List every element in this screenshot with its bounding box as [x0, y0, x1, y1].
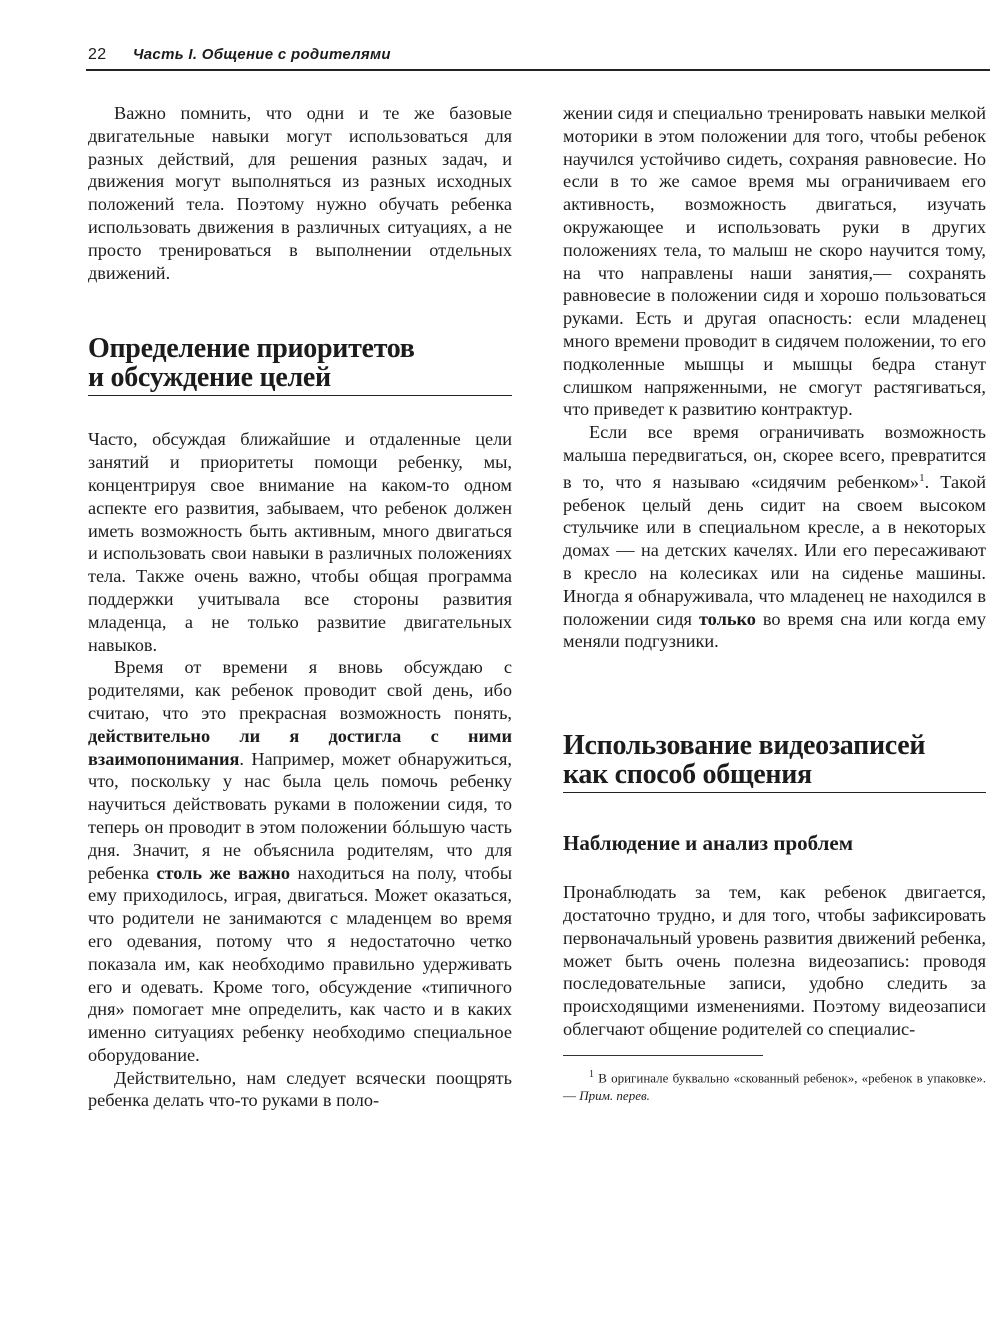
emphasis-only: только [698, 608, 756, 629]
footnote-translator-note: Прим. перев. [579, 1088, 650, 1104]
paragraph-daily-routine: Время от времени я вновь обсуждаю с родителями, как ребенок проводит свой день, ибо считаю, что это прекрасная возможность понять, действительно ли я достигла с ними взаимопонимания. Например, может обнаружиться, что, поскольку у нас была цель помочь ребенку научиться действовать руками в положении сидя, то теперь он проводит в этом положении бóльшую часть дня. Значит, я не объяснила родителям, что для ребенка столь же важно находиться на полу, чтобы ему приходилось, играя, двигаться. Может оказаться, что родители не занимаются с младенцем во время его одевания, потому что я недостаточно четко показала им, как необходимо правильно удерживать его и одевать. Кроме того, обсуждение «типичного дня» помогает мне определить, как часто и в каких именно ситуациях ребенку необходимо специальное оборудование. [88, 657, 512, 1065]
section-heading-priorities [88, 334, 512, 396]
paragraph-video-recording: Пронаблюдать за тем, как ребенок двигается, достаточно трудно, и для того, чтобы зафиксировать первоначальный уровень развития движений ребенка, может быть очень полезна видеозапись: проводя последовательные записи, удобно следить за происходящими изменениями. Поэтому видеозаписи облегчают общение родителей со специалис- [563, 882, 986, 1039]
heading-line-2: и обсуждение целей [88, 362, 331, 394]
intro-paragraph: Важно помнить, что одни и те же базовые двигательные навыки могут использоваться для разных действий, для решения разных задач, и движения могут выполняться из разных исходных положений тела. Поэтому нужно обучать ребенка использовать движения в различных ситуациях, а не просто тренироваться в выполнении отдельных движений. [88, 103, 512, 283]
page-number: 22 [88, 46, 107, 63]
heading-line-1: Использование видеозаписей [563, 730, 926, 762]
emphasis-understanding: действительно ли я достигла с ними взаимопонимания [88, 725, 512, 769]
paragraph-priorities: Часто, обсуждая ближайшие и отдаленные цели занятий и приоритеты помощи ребенку, мы, концентрируя свое внимание на каком-то одном аспекте его развития, забываем, что ребенок должен иметь возможность быть активным, много двигаться и использовать свои навыки в различных положениях тела. Также очень важно, чтобы общая программа поддержки учитывала все стороны развития младенца, а не только развитие двигательных навыков. [88, 429, 512, 655]
footnote-marker: 1 [919, 471, 925, 484]
heading-line-2: как способ общения [563, 759, 812, 791]
paragraph-sitting-child: Если все время ограничивать возможность малыша передвигаться, он, скорее всего, превратится в то, что я называю «сидячим ребенком»$^1$. Такой ребенок целый день сидит на своем высоком стульчике или в специальном кресле, а в некоторых домах — на детских качелях. Или его пересаживают в кресло на колесиках или на сиденье машины. Иногда я обнаруживала, что младенец не находился в положении сидя только во время сна или когда ему меняли подгузники. [563, 422, 987, 652]
heading-line-1: Определение приоритетов [88, 333, 415, 365]
footnote: $^1$ В оригинале буквально «скованный ребенок», «ребенок в упаковке».— Прим. перев. [563, 1068, 986, 1104]
subheading-observation: Наблюдение и анализ проблем [563, 831, 854, 856]
left-column [88, 102, 512, 1112]
running-header [88, 46, 391, 64]
running-section-title: Часть I. Общение с родителями [132, 46, 391, 63]
section-heading-video [563, 731, 986, 793]
footnote-number: 1 [589, 1068, 594, 1080]
paragraph-encourage-hands: Действительно, нам следует всячески поощрять ребенка делать что-то руками в поло- [88, 1067, 512, 1111]
right-column [563, 102, 986, 1105]
paragraph-sitting-balance: жении сидя и специально тренировать навыки мелкой моторики в этом положении для того, чтобы ребенок научился устойчиво сидеть, сохраняя равновесие. Но если в то же самое время мы ограничиваем его активность, возможность двигаться, изучать окружающее и использовать руки в других положениях тела, то малыш не скоро научится тому, на что направлены наши занятия,— сохранять равновесие в положении сидя и хорошо пользоваться руками. Есть и другая опасность: если младенец много времени проводит в сидячем положении, то его подколенные мышцы и мышцы бедра станут слишком напряженными, не смогут растягиваться, что приведет к развитию контрактур. [563, 103, 986, 420]
header-rule [86, 69, 990, 71]
emphasis-equally-important: столь же важно [156, 862, 291, 883]
